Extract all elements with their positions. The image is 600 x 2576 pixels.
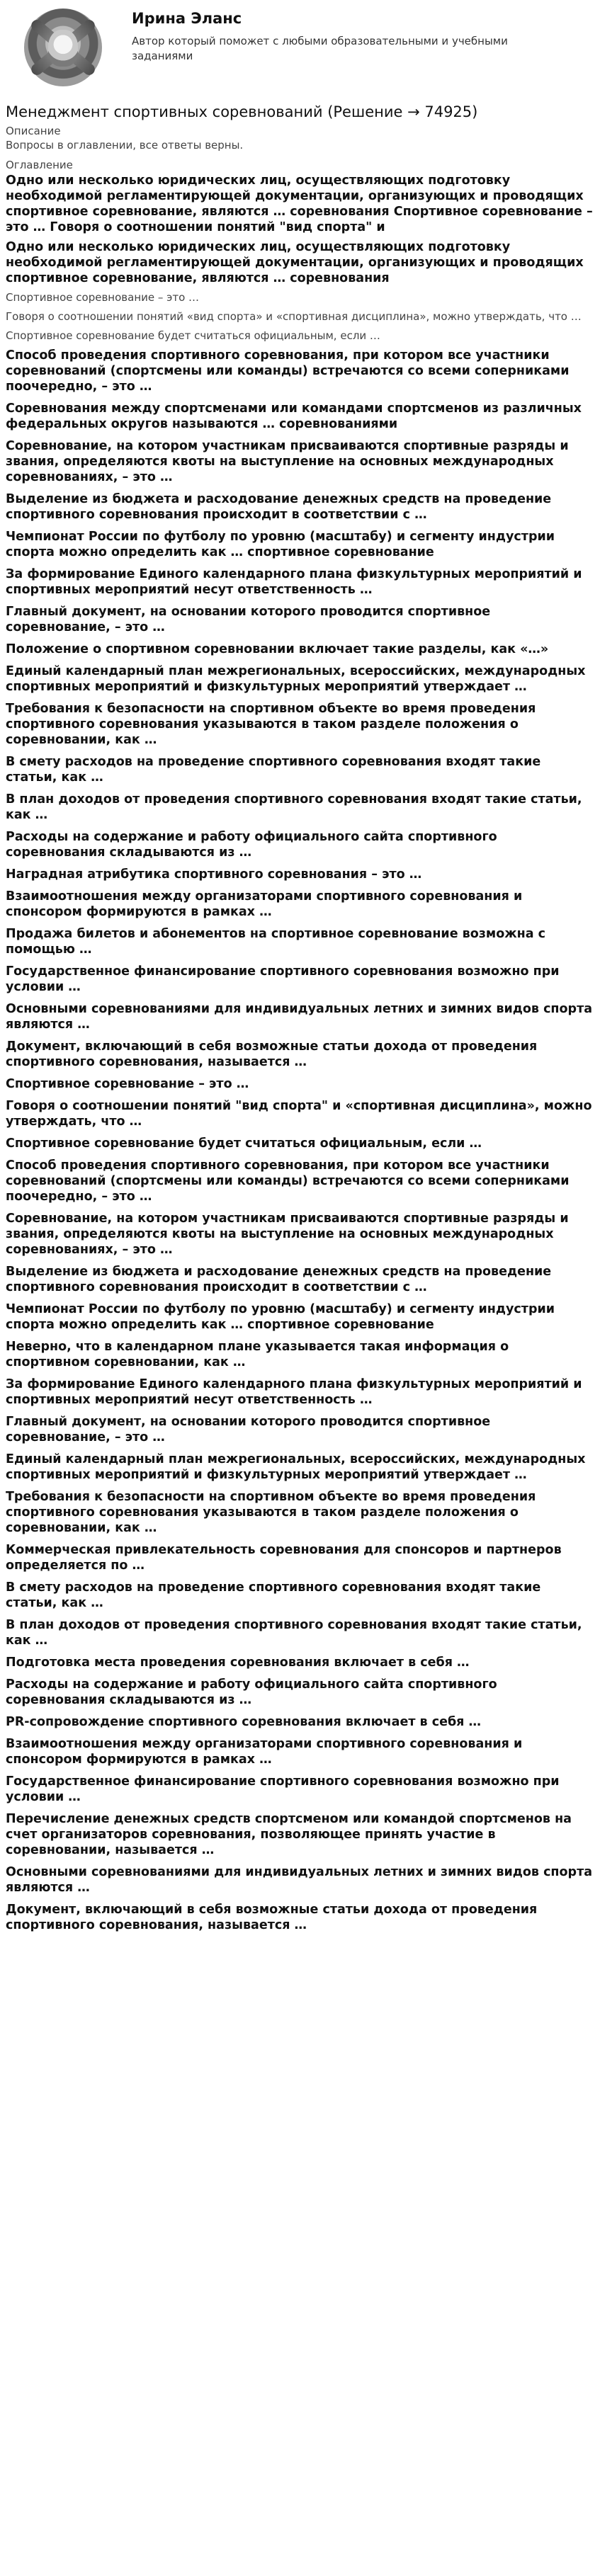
question-link[interactable]: Соревнование, на котором участникам присваиваются спортивные разряды и звания, определяются квоты на выступление на основных международных соревнованиях, – это … xyxy=(6,439,569,484)
question-link[interactable]: Государственное финансирование спортивного соревнования возможно при условии … xyxy=(6,1774,560,1804)
question-link[interactable]: Выделение из бюджета и расходование денежных средств на проведение спортивного соревнования происходит в соответствии с … xyxy=(6,1265,552,1294)
question-link[interactable]: Единый календарный план межрегиональных, всероссийских, международных спортивных мероприятий и физкультурных мероприятий утверждает … xyxy=(6,1452,586,1482)
question-link[interactable]: Основными соревнованиями для индивидуальных летних и зимних видов спорта являются … xyxy=(6,1002,593,1032)
question-link[interactable]: В смету расходов на проведение спортивного соревнования входят такие статьи, как … xyxy=(6,1580,541,1610)
toc-item[interactable]: Одно или несколько юридических лиц, осуществляющих подготовку необходимой регламентирующей документации, организующих и проводящих спортивное соревнование, являются … соревнования Спортивное соревнование – это … Говоря о соотношении понятий "вид спорта" и xyxy=(6,173,593,234)
note-text: Спортивное соревнование будет считаться официальным, если … xyxy=(6,329,380,342)
question-link[interactable]: Взаимоотношения между организаторами спортивного соревнования и спонсором формируются в рамках … xyxy=(6,889,523,919)
question-link[interactable]: За формирование Единого календарного плана физкультурных мероприятий и спортивных мероприятий несут ответственность … xyxy=(6,1377,582,1407)
question-link[interactable]: Наградная атрибутика спортивного соревнования – это … xyxy=(6,867,422,882)
question-link[interactable]: Коммерческая привлекательность соревнования для спонсоров и партнеров определяется по … xyxy=(6,1543,562,1573)
question-link[interactable]: Неверно, что в календарном плане указывается такая информация о спортивном соревновании, как … xyxy=(6,1340,509,1369)
question-link[interactable]: Требования к безопасности на спортивном объекте во время проведения спортивного соревнования указываются в таком разделе положения о соревновании, как … xyxy=(6,702,536,747)
question-link[interactable]: Расходы на содержание и работу официального сайта спортивного соревнования складываются из … xyxy=(6,830,497,860)
question-link[interactable]: Главный документ, на основании которого проводится спортивное соревнование, – это … xyxy=(6,605,491,634)
question-link[interactable]: Способ проведения спортивного соревнования, при котором все участники соревнований (спортсмены или команды) встречаются со всеми соперниками поочередно, – это … xyxy=(6,1158,570,1204)
question-link[interactable]: В смету расходов на проведение спортивного соревнования входят такие статьи, как … xyxy=(6,755,541,785)
question-link[interactable]: Государственное финансирование спортивного соревнования возможно при условии … xyxy=(6,964,560,994)
question-link[interactable]: Положение о спортивном соревновании включает такие разделы, как «…» xyxy=(6,642,549,656)
question-link[interactable]: В план доходов от проведения спортивного соревнования входят такие статьи, как … xyxy=(6,1618,582,1648)
description-text: Вопросы в оглавлении, все ответы верны. xyxy=(6,139,244,152)
author-header xyxy=(6,0,594,91)
notes xyxy=(6,290,594,343)
question-link[interactable]: Подготовка места проведения соревнования включает в себя … xyxy=(6,1655,470,1670)
page-title: Менеджмент спортивных соревнований (Решение → 74925) xyxy=(6,103,478,120)
question-link[interactable]: Говоря о соотношении понятий "вид спорта" и «спортивная дисциплина», можно утверждать, что … xyxy=(6,1099,592,1129)
question-link[interactable]: Соревнования между спортсменами или командами спортсменов из различных федеральных округов называются … соревнованиями xyxy=(6,401,582,431)
question-link[interactable]: Требования к безопасности на спортивном объекте во время проведения спортивного соревнования указываются в таком разделе положения о соревновании, как … xyxy=(6,1490,536,1535)
question-link[interactable]: Документ, включающий в себя возможные статьи дохода от проведения спортивного соревнования, называется … xyxy=(6,1039,538,1069)
question-link[interactable]: Выделение из бюджета и расходование денежных средств на проведение спортивного соревнования происходит в соответствии с … xyxy=(6,492,552,522)
question-link[interactable]: Перечисление денежных средств спортсменом или командой спортсменов на счет организаторов соревнования, позволяющее принять участие в соревновании, называется … xyxy=(6,1812,572,1857)
question-list xyxy=(6,348,594,1933)
question-link[interactable]: Основными соревнованиями для индивидуальных летних и зимних видов спорта являются … xyxy=(6,1865,593,1895)
question-link[interactable]: За формирование Единого календарного плана физкультурных мероприятий и спортивных мероприятий несут ответственность … xyxy=(6,567,582,597)
avatar[interactable] xyxy=(6,6,119,89)
question-link[interactable]: Главный документ, на основании которого проводится спортивное соревнование, – это … xyxy=(6,1415,491,1444)
question-link[interactable]: Чемпионат России по футболу по уровню (масштабу) и сегменту индустрии спорта можно определить как … спортивное соревнование xyxy=(6,530,555,559)
toc-item[interactable]: Одно или несколько юридических лиц, осуществляющих подготовку необходимой регламентирующей документации, организующих и проводящих спортивное соревнование, являются … соревнования xyxy=(6,240,584,285)
note-text: Говоря о соотношении понятий «вид спорта» и «спортивная дисциплина», можно утверждать, что … xyxy=(6,310,582,323)
question-link[interactable]: Соревнование, на котором участникам присваиваются спортивные разряды и звания, определяются квоты на выступление на основных международных соревнованиях, – это … xyxy=(6,1212,569,1257)
toc-items xyxy=(6,173,594,286)
question-link[interactable]: Продажа билетов и абонементов на спортивное соревнование возможна с помощью … xyxy=(6,927,546,957)
avatar-face xyxy=(48,30,78,67)
question-link[interactable]: Расходы на содержание и работу официального сайта спортивного соревнования складываются из … xyxy=(6,1677,497,1707)
question-link[interactable]: Спортивное соревнование – это … xyxy=(6,1077,249,1091)
question-link[interactable]: Документ, включающий в себя возможные статьи дохода от проведения спортивного соревнования, называется … xyxy=(6,1903,538,1932)
question-link[interactable]: Способ проведения спортивного соревнования, при котором все участники соревнований (спортсмены или команды) встречаются со всеми соперниками поочередно, – это … xyxy=(6,348,570,394)
description-label: Описание xyxy=(6,125,61,137)
toc-label: Оглавление xyxy=(6,159,73,171)
question-link[interactable]: Взаимоотношения между организаторами спортивного соревнования и спонсором формируются в рамках … xyxy=(6,1737,523,1767)
note-text: Спортивное соревнование – это … xyxy=(6,291,200,304)
author-info xyxy=(119,6,543,64)
author-description: Автор который поможет с любыми образовательными и учебными заданиями xyxy=(132,35,508,62)
question-link[interactable]: В план доходов от проведения спортивного соревнования входят такие статьи, как … xyxy=(6,792,582,822)
question-link[interactable]: Чемпионат России по футболу по уровню (масштабу) и сегменту индустрии спорта можно определить как … спортивное соревнование xyxy=(6,1302,555,1332)
question-link[interactable]: PR-сопровождение спортивного соревнования включает в себя … xyxy=(6,1715,482,1729)
author-name[interactable]: Ирина Эланс xyxy=(132,10,242,27)
question-link[interactable]: Единый календарный план межрегиональных, всероссийских, международных спортивных мероприятий и физкультурных мероприятий утверждает … xyxy=(6,664,586,694)
question-link[interactable]: Спортивное соревнование будет считаться официальным, если … xyxy=(6,1136,482,1151)
